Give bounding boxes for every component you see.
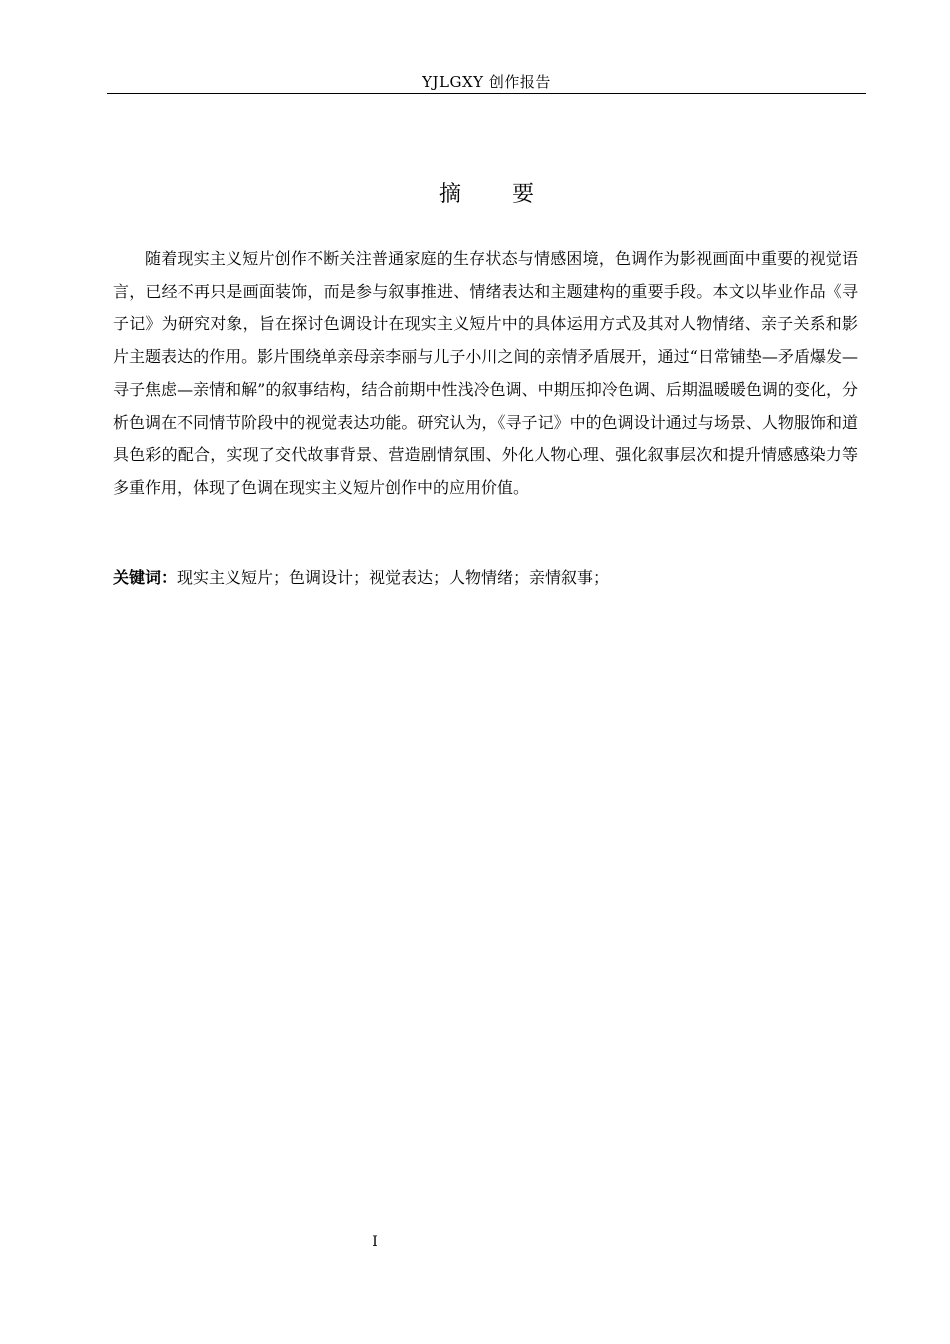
keywords-line — [113, 564, 858, 592]
page-number: I — [372, 1234, 378, 1250]
keywords-text: 现实主义短片；色调设计；视觉表达；人物情绪；亲情叙事； — [177, 568, 610, 587]
header-rule — [107, 93, 866, 94]
abstract-body: 随着现实主义短片创作不断关注普通家庭的生存状态与情感困境，色调作为影视画面中重要的视觉语言，已经不再只是画面装饰，而是参与叙事推进、情绪表达和主题建构的重要手段。本文以毕业作品《寻子记》为研究对象，旨在探讨色调设计在现实主义短片中的具体运用方式及其对人物情绪、亲子关系和影片主题表达的作用。影片围绕单亲母亲李丽与儿子小川之间的亲情矛盾展开，通过“日常铺垫—矛盾爆发—寻子焦虑—亲情和解”的叙事结构，结合前期中性浅冷色调、中期压抑冷色调、后期温暖暖色调的变化，分析色调在不同情节阶段中的视觉表达功能。研究认为，《寻子记》中的色调设计通过与场景、人物服饰和道具色彩的配合，实现了交代故事背景、营造剧情氛围、外化人物心理、强化叙事层次和提升情感感染力等多重作用，体现了色调在现实主义短片创作中的应用价值。 — [113, 249, 858, 497]
running-header: YJLGXY 创作报告 — [422, 73, 551, 91]
keywords-label: 关键词： — [113, 568, 178, 587]
abstract-title: 摘 要 — [439, 182, 556, 207]
